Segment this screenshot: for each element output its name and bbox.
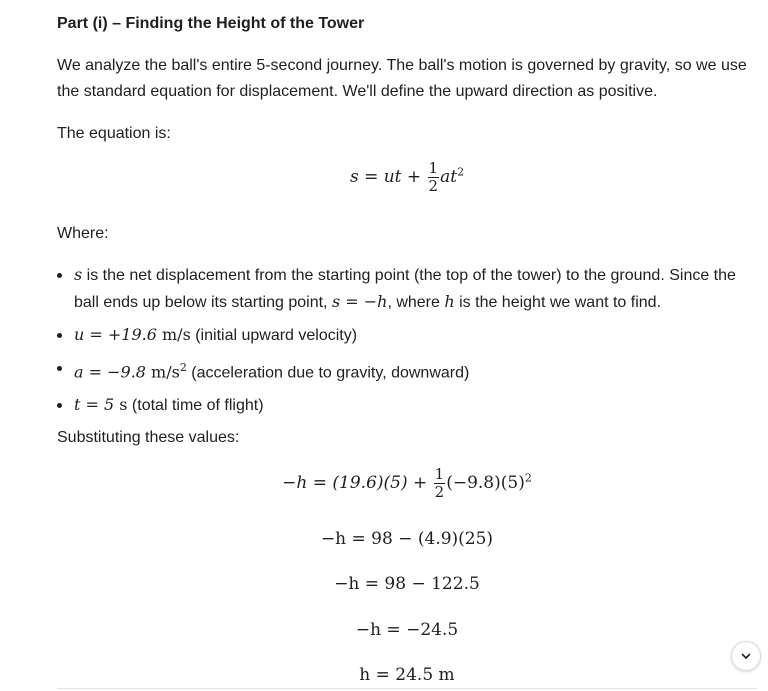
step-1-equation [57, 466, 757, 501]
step-2-equation: −h = 98 − (4.9)(25) [320, 529, 494, 549]
var-s-text2: , where [387, 294, 445, 311]
list-item-u [57, 322, 757, 349]
var-t: t = 5 [74, 395, 115, 415]
main-equation-lhs: s = ut + [349, 167, 427, 187]
main-equation-fraction [428, 160, 440, 195]
where-label: Where: [57, 225, 109, 242]
scroll-down-button[interactable] [731, 641, 761, 671]
var-a: a = −9.8 [74, 362, 146, 382]
var-a-text: (acceleration due to gravity, downward) [186, 364, 470, 382]
var-u: u = +19.6 [74, 325, 157, 344]
var-a-exponent: 2 [179, 361, 187, 374]
intro-paragraph: We analyze the ball's entire 5-second journey. The ball's motion is governed by gravity, so we use the standard equation for displacement. We'll define the upward direction as positive. [57, 57, 747, 100]
var-t-unit: s [114, 395, 128, 415]
bullet-dot [57, 366, 62, 371]
var-u-unit: m/s [156, 325, 191, 344]
fraction-numerator: 1 [428, 159, 439, 177]
bullet-dot [57, 333, 62, 338]
bullet-dot [57, 403, 62, 408]
list-item-s [57, 262, 757, 316]
main-equation [57, 160, 757, 195]
variable-list [57, 262, 757, 425]
step-1-lhs: −h = (19.6)(5) + [282, 473, 433, 493]
bullet-dot [57, 273, 62, 278]
var-s-relation: s = −h [331, 292, 388, 311]
step-1-rhs: (−9.8)(5) [446, 473, 525, 493]
section-title: Part (i) – Finding the Height of the Tower [57, 15, 365, 32]
step-5-equation: h = 24.5 m [359, 665, 455, 685]
step-1-fraction [434, 466, 446, 501]
list-item-a [57, 355, 757, 386]
var-a-unit: m/s [145, 362, 180, 382]
var-s-text3: is the height we want to find. [454, 294, 662, 311]
var-u-text: (initial upward velocity) [190, 327, 358, 344]
chevron-down-icon [740, 650, 752, 662]
step-1-exponent: 2 [524, 471, 532, 485]
var-h: h [444, 292, 455, 311]
var-t-text: (total time of flight) [127, 397, 264, 415]
equation-intro: The equation is: [57, 125, 171, 142]
step-4-equation: −h = −24.5 [355, 620, 459, 640]
var-s-text: is the net displacement from the starting point (the top of the tower) to the ground. Since the ball ends up below its starting point, [74, 267, 736, 311]
main-equation-rhs: at [440, 167, 458, 187]
main-equation-exponent: 2 [457, 165, 465, 179]
fraction-numerator: 1 [434, 465, 445, 483]
divider [57, 688, 757, 689]
fraction-denominator: 2 [428, 177, 439, 195]
fraction-denominator: 2 [434, 483, 445, 501]
list-item-t [57, 392, 757, 419]
var-s: s [74, 265, 83, 284]
step-3-equation: −h = 98 − 122.5 [334, 574, 480, 594]
substituting-label: Substituting these values: [57, 429, 240, 446]
